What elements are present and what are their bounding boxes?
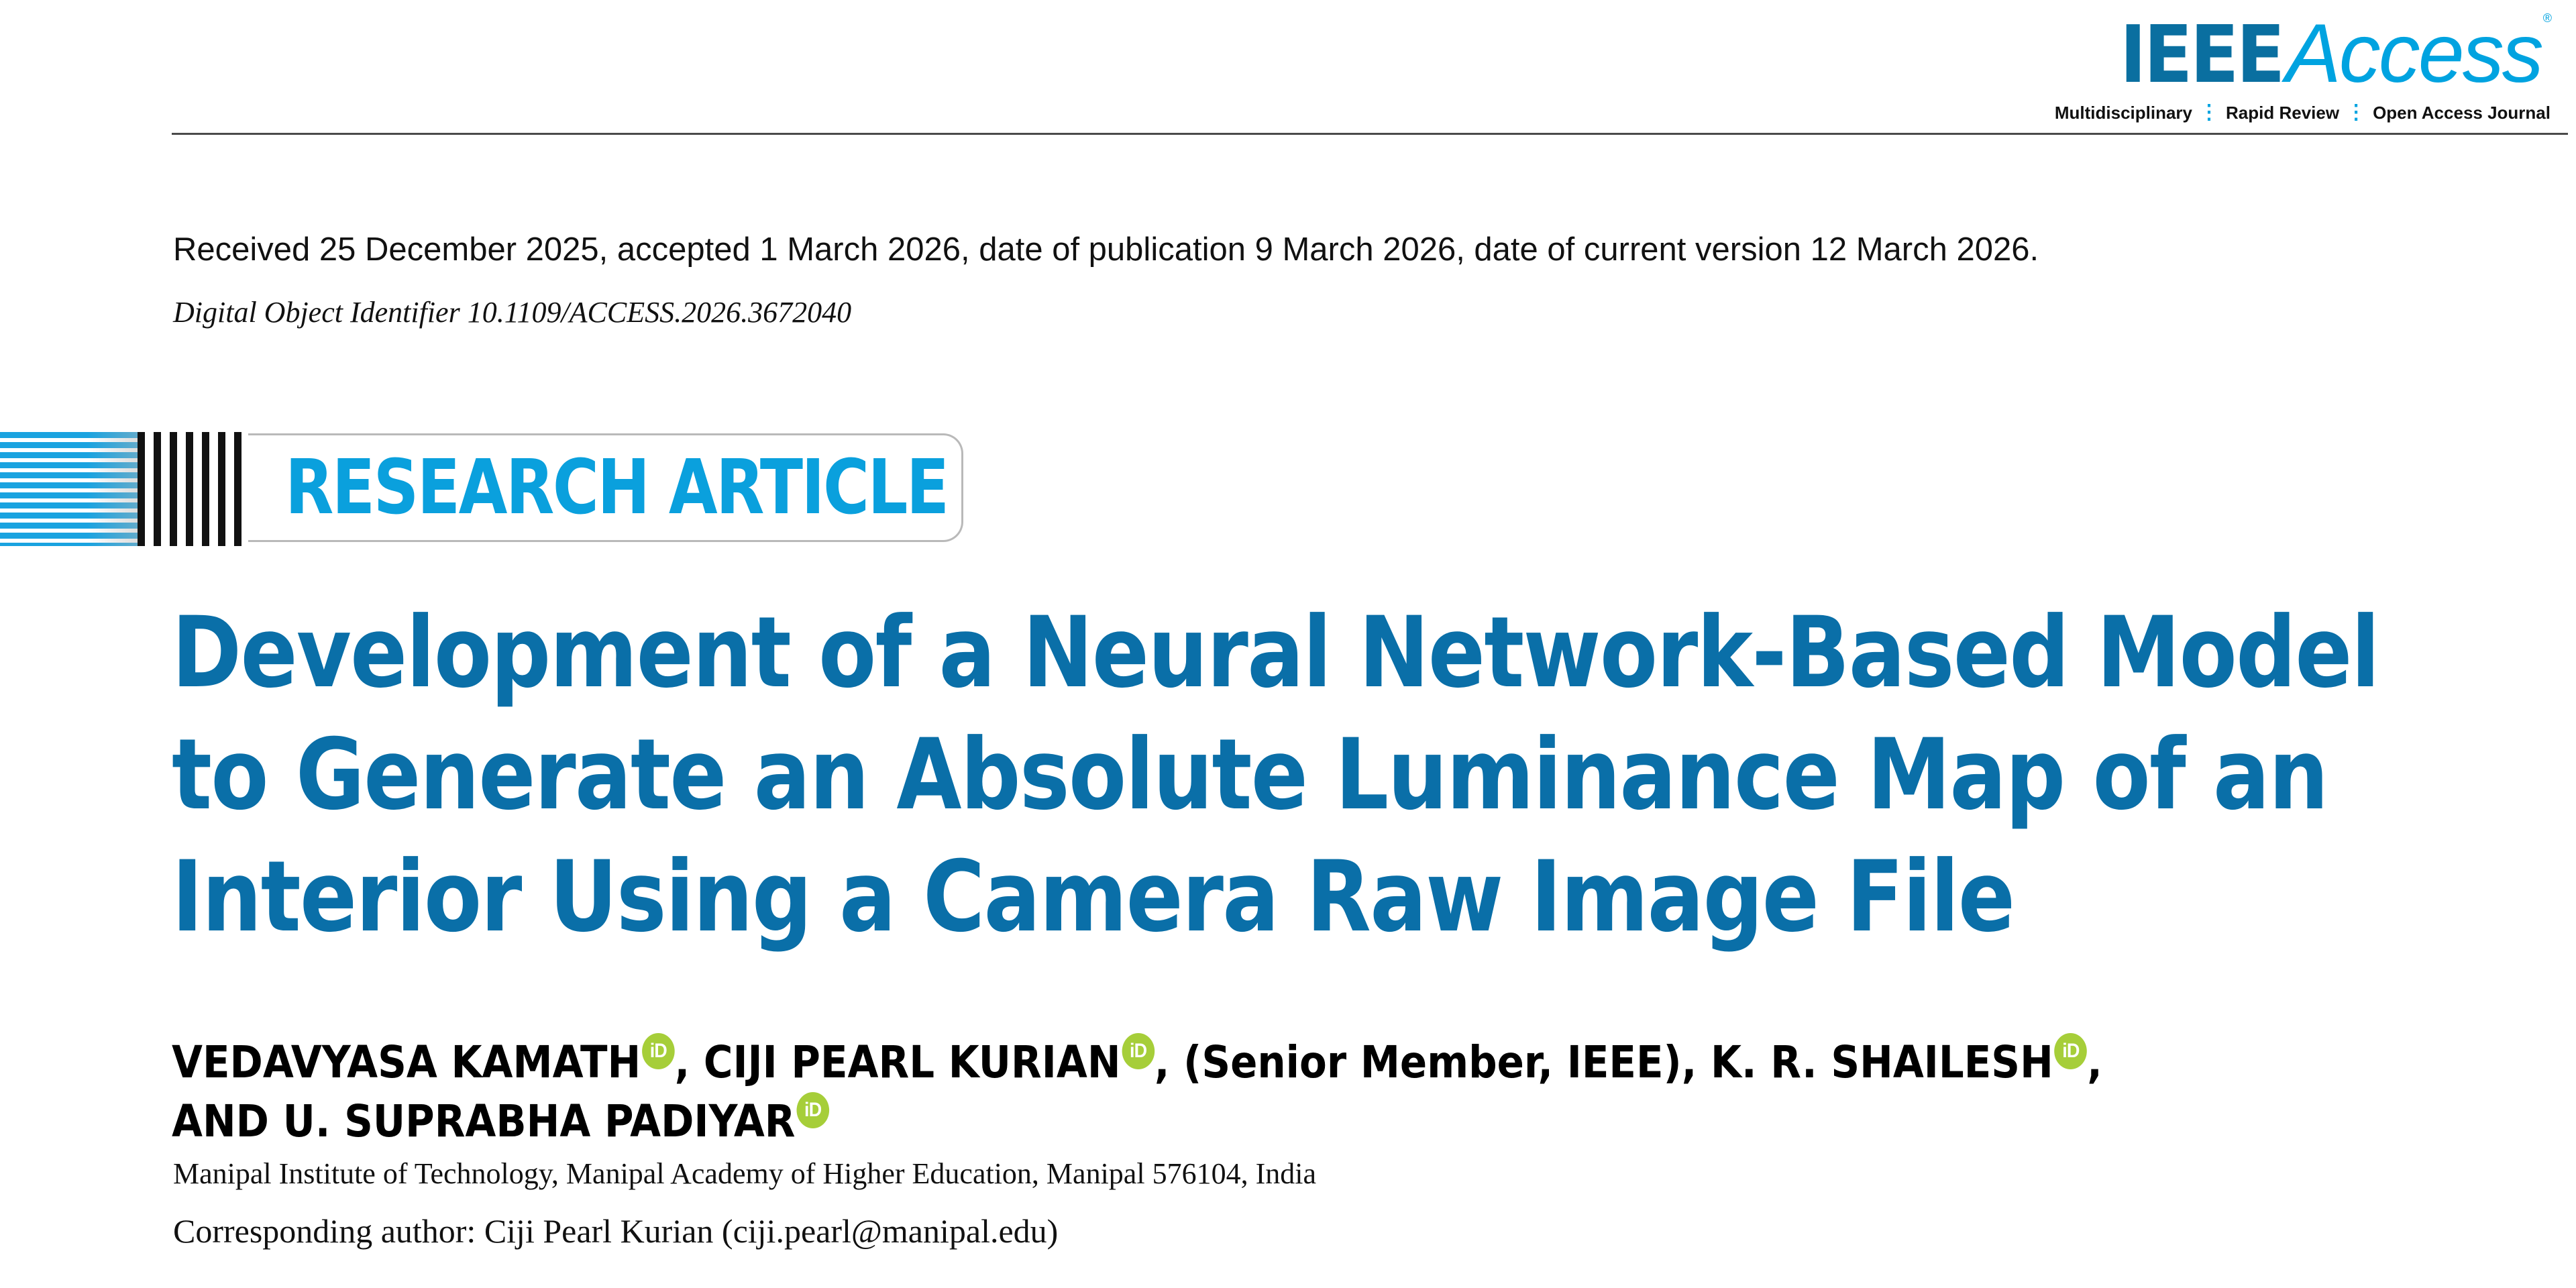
orcid-icon[interactable]: iD [642,1033,675,1069]
author-separator: , [2087,1036,2102,1088]
doi-line [173,295,851,329]
author-separator: , [674,1036,704,1088]
title-line-1: Development of a Neural Network-Based Model [172,596,2379,710]
author-list [172,1033,2285,1151]
orcid-icon[interactable]: iD [796,1092,829,1128]
tagline-separator-icon: ⋮ [2346,101,2367,123]
ieee-access-logo [2054,7,2564,126]
banner-bars-graphic [138,432,250,546]
author-separator: , (Senior Member, IEEE), [1154,1036,1711,1088]
logo-wordmark [2102,7,2552,101]
logo-ieee-text: IEEE [2120,8,2284,101]
logo-tagline [2055,101,2551,124]
doi-label: Digital Object Identifier [173,296,460,329]
doi-value[interactable]: 10.1109/ACCESS.2026.3672040 [467,296,852,329]
author-affiliation: Manipal Institute of Technology, Manipal Academy of Higher Education, Manipal 576104, India [173,1157,1316,1190]
tagline-multidisciplinary: Multidisciplinary [2054,103,2193,123]
header-rule [172,133,2568,135]
corresponding-author: Corresponding author: Ciji Pearl Kurian (ciji.pearl@manipal.edu) [173,1212,1059,1250]
orcid-icon[interactable]: iD [2055,1033,2088,1069]
author-name: K. R. SHAILESH [1710,1036,2053,1088]
author-name: AND U. SUPRABHA PADIYAR [172,1095,796,1147]
author-name: CIJI PEARL KURIAN [703,1036,1121,1088]
author-name: VEDAVYASA KAMATH [172,1036,641,1088]
orcid-icon[interactable]: iD [1122,1033,1155,1069]
logo-trademark: ® [2542,11,2552,25]
logo-access-text: Access [2286,7,2542,100]
article-title [172,592,2379,958]
publication-dates: Received 25 December 2025, accepted 1 March 2026, date of publication 9 March 2026, date of current version 12 March 2026. [173,231,2039,268]
article-type-label: RESEARCH ARTICLE [285,444,948,531]
title-line-2: to Generate an Absolute Luminance Map of an [172,718,2328,832]
tagline-rapid-review: Rapid Review [2226,103,2340,123]
title-line-3: Interior Using a Camera Raw Image File [172,840,2015,954]
article-type-banner [0,432,966,546]
tagline-open-access: Open Access Journal [2373,103,2551,123]
author-line-1 [172,1033,2285,1092]
tagline-separator-icon: ⋮ [2199,101,2220,123]
author-line-2 [172,1092,2285,1151]
